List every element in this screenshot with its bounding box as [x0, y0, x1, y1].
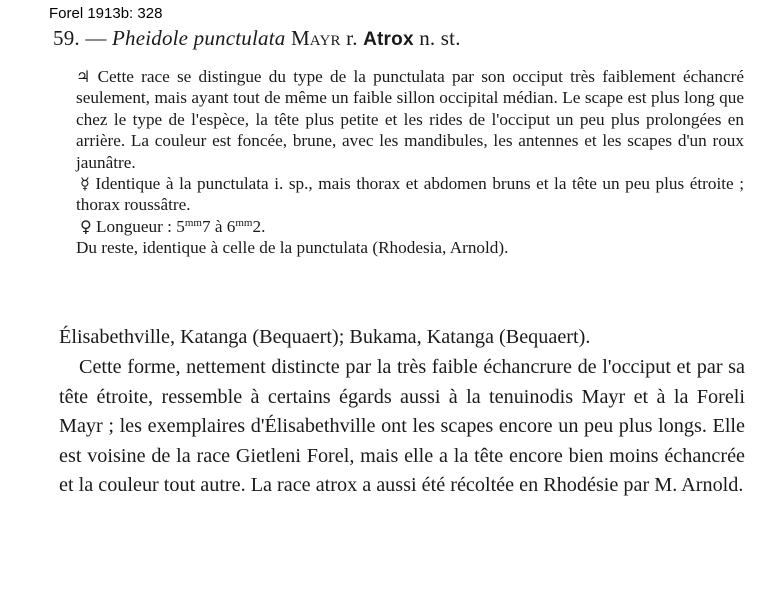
soldier-text: Cette race se distingue du type de la punctulata par son occiput très faiblement échancré seulement, mais ayant tout de même un faible sillon occipital médian. Le scape est plus long que chez le type de l'espèce, la tête plus petite et les rides de l'occiput un peu plus prolongées en arrière. La couleur est foncée, brune, avec les mandibules, les antennes et les scapes d'un roux jaunâtre. — [76, 67, 745, 172]
female-symbol-icon: ♀ — [80, 216, 92, 236]
worker-description — [76, 173, 744, 216]
locality-paragraph: Élisabethville, Katanga (Bequaert); Bukama, Katanga (Bequaert). — [59, 326, 591, 348]
unit-mm-2: mm — [235, 216, 253, 229]
remarks-paragraph: Cette forme, nettement distincte par la très faible échancrure de l'occiput et par sa tête étroite, ressemble à certains égards aussi à la tenuinodis Mayr et à la Foreli Mayr ; les exemplaires d'Élisabethville ont les scapes encore un peu plus longs. Elle est voisine de la race Gietleni Forel, mais elle a la tête encore bien moins échancrée et la couleur tout autre. La race atrox a aussi été récoltée en Rhodésie par M. Arnold. — [59, 356, 745, 497]
status-label: n. st. — [419, 26, 461, 50]
species-author: Mayr — [290, 26, 341, 50]
heading-dash: — — [85, 26, 107, 50]
female-length — [76, 216, 744, 237]
unit-mm-1: mm — [184, 216, 202, 229]
entry-number: 59. — [53, 26, 80, 50]
soldier-symbol-icon: ♃ — [76, 67, 91, 86]
length-mid: 7 à 6 — [201, 216, 236, 236]
citation-reference: Forel 1913b: 328 — [49, 5, 163, 22]
rank-label: r. — [346, 26, 358, 50]
main-text — [59, 323, 745, 500]
female-remainder: Du reste, identique à celle de la punctulata (Rhodesia, Arnold). — [76, 238, 509, 258]
caste-descriptions — [76, 66, 744, 259]
length-label: Longueur : 5 — [96, 216, 185, 236]
worker-text: Identique à la punctulata i. sp., mais thorax et abdomen bruns et la tête un peu plus étroite ; thorax roussâtre. — [76, 174, 745, 215]
length-end: 2. — [252, 216, 266, 236]
species-name: Pheidole punctulata — [111, 26, 286, 50]
subspecies-name: Atrox — [363, 29, 414, 50]
worker-symbol-icon: ☿ — [80, 174, 90, 194]
soldier-description — [76, 66, 744, 173]
taxon-heading — [53, 26, 461, 51]
